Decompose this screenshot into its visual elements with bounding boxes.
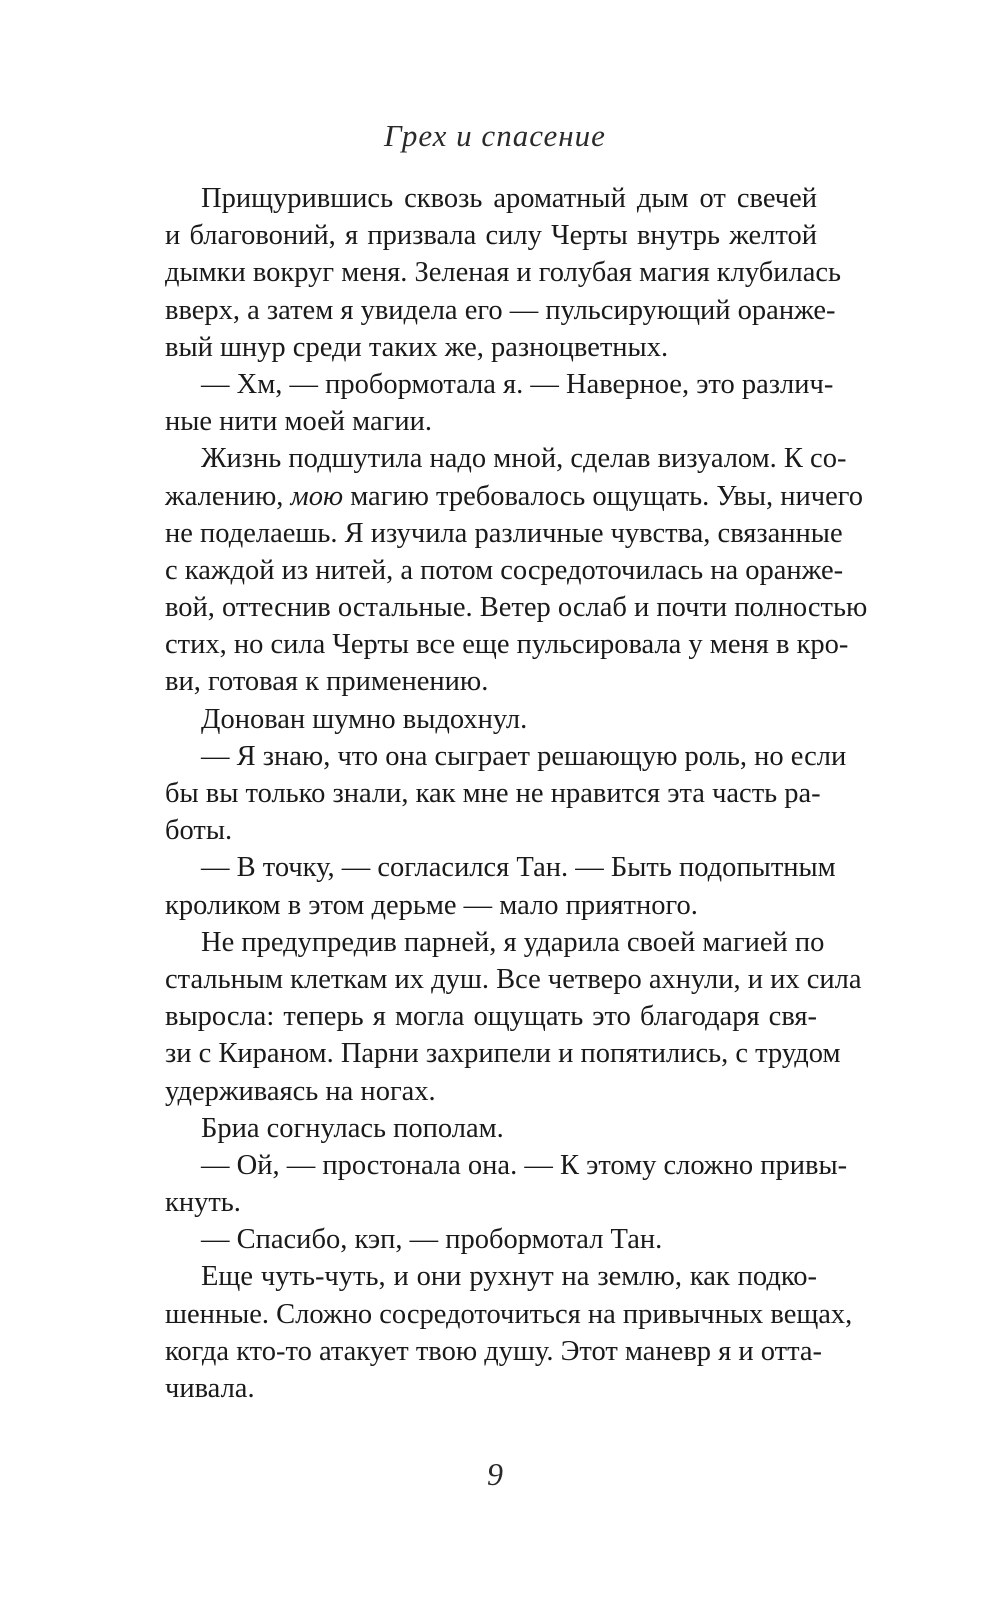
text-line-content: Жизнь подшутила надо мной, сделав визуалом. К со- [201, 443, 847, 475]
text-line-content: кроликом в этом дерьме — мало приятного. [165, 889, 698, 921]
text-line [165, 775, 821, 812]
text-line [165, 1147, 848, 1184]
text-line [165, 515, 843, 552]
text-line [165, 998, 817, 1035]
text-line-content [165, 478, 863, 515]
running-head: Грех и спасение [384, 118, 606, 153]
text-line-content: Не предупредив парней, я ударила своей магией по [201, 926, 825, 958]
text-line-content: выросла: теперь я могла ощущать это благодаря свя- [165, 1001, 817, 1033]
text-line [165, 329, 817, 366]
text-line [165, 812, 817, 849]
text-line [165, 1296, 853, 1333]
text-line [165, 589, 868, 626]
text-line-content: вверх, а затем я увидела его — пульсирующий оранже- [165, 294, 836, 326]
text-line-content: стих, но сила Черты все еще пульсировала у меня в кро- [165, 629, 849, 661]
text-line-content: стальным клеткам их душ. Все четверо ахнули, и их сила [165, 963, 862, 995]
text-line-content: чивала. [165, 1373, 255, 1404]
text-line [165, 1258, 817, 1295]
text-line [165, 440, 847, 477]
text-line-content: вой, оттеснив остальные. Ветер ослаб и почти полностью [165, 592, 868, 624]
text-line-content: ные нити моей магии. [165, 406, 432, 438]
text-line [165, 1110, 817, 1147]
text-fragment: жалению, [165, 480, 291, 512]
text-line [165, 626, 849, 663]
text-line [165, 887, 817, 924]
text-line [165, 552, 844, 589]
text-line [165, 180, 817, 217]
text-line [165, 1333, 823, 1370]
text-line-content: не поделаешь. Я изучила различные чувства, связанные [165, 517, 843, 549]
text-line-content: — Ой, — простонала она. — К этому сложно привы- [201, 1149, 848, 1181]
text-line [165, 217, 817, 254]
text-line-content: — Хм, — пробормотала я. — Наверное, это различ- [201, 368, 834, 400]
text-line [165, 478, 863, 515]
text-line-content: удерживаясь на ногах. [165, 1075, 436, 1107]
text-line-content: кнуть. [165, 1187, 241, 1219]
text-line-content: — Спасибо, кэп, — пробормотал Тан. [201, 1224, 663, 1256]
text-line-content: Прищурившись сквозь ароматный дым от свечей [201, 183, 817, 214]
text-line-content: Донован шумно выдохнул. [201, 703, 528, 735]
text-line [165, 403, 817, 440]
text-line [165, 1221, 817, 1258]
text-line-content: и благовоний, я призвала силу Черты внутрь желтой [165, 220, 817, 252]
text-line [165, 1370, 817, 1407]
text-line-content: — Я знаю, что она сыграет решающую роль, но если [201, 740, 847, 772]
text-line-content: когда кто-то атакует твою душу. Этот маневр я и отта- [165, 1335, 823, 1367]
text-line-content: ви, готовая к применению. [165, 666, 489, 698]
text-line [165, 849, 836, 886]
text-line-content: Бриа согнулась пополам. [201, 1112, 504, 1144]
text-line-content: бы вы только знали, как мне не нравится эта часть ра- [165, 778, 821, 809]
text-line-content: — В точку, — согласился Тан. — Быть подопытным [201, 852, 836, 884]
text-fragment: магию требовалось ощущать. Увы, ничего [343, 480, 863, 512]
text-line [165, 292, 836, 329]
text-line [165, 961, 862, 998]
text-line [165, 738, 847, 775]
text-line-content: вый шнур среди таких же, разноцветных. [165, 331, 669, 363]
text-line-content: дымки вокруг меня. Зеленая и голубая магия клубилась [165, 257, 842, 289]
body-text [165, 180, 868, 1407]
text-line-content: Еще чуть-чуть, и они рухнут на землю, как подко- [201, 1261, 817, 1293]
text-line [165, 701, 817, 738]
text-line-content: с каждой из нитей, а потом сосредоточилась на оранже- [165, 554, 844, 586]
text-line [165, 254, 842, 291]
text-line [165, 663, 817, 700]
text-line [165, 1184, 817, 1221]
page-number: 9 [487, 1456, 503, 1492]
text-line-content: шенные. Сложно сосредоточиться на привычных вещах, [165, 1298, 853, 1330]
text-line [165, 1073, 817, 1110]
text-line-content: зи с Кираном. Парни захрипели и попятились, с трудом [165, 1038, 841, 1070]
text-line [165, 366, 834, 403]
emphasized-word: мою [290, 480, 344, 512]
text-line [165, 924, 825, 961]
text-line [165, 1035, 841, 1072]
text-line-content: боты. [165, 815, 233, 847]
